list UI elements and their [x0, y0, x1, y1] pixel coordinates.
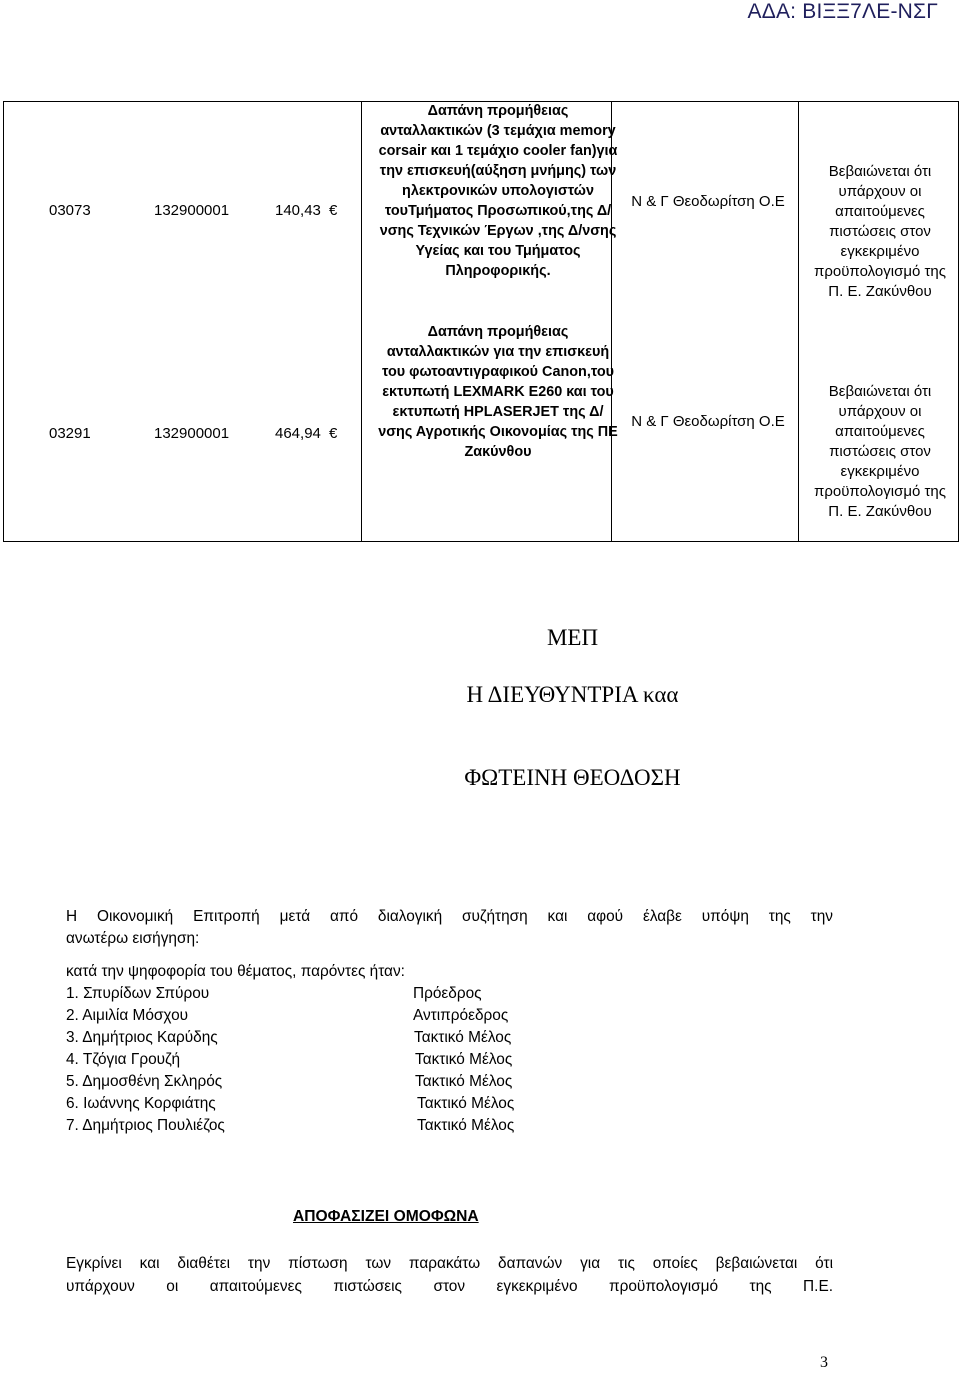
row-description: Δαπάνη προμήθειας ανταλλακτικών για την επισκευή του φωτοαντιγραφικού Canon,του εκτυπωτή LEXMARK E260 και του εκτυπωτή HPLASERJET της Δ/νσης Αγροτικής Οικονομίας της ΠΕ Ζακύνθου	[378, 324, 618, 460]
row-beneficiary: Ν & Γ Θεοδωρίτση Ο.Ε	[631, 193, 785, 210]
member-name: 4. Τζόγια Γρουζή	[66, 1051, 181, 1068]
member-name: 7. Δημήτριος Πουλιέζος	[66, 1117, 225, 1134]
row-amount: 140,43	[275, 202, 321, 219]
row-kae: 132900001	[154, 425, 230, 442]
row-kae: 132900001	[154, 202, 230, 219]
member-role: Πρόεδρος	[413, 985, 482, 1002]
ada-code: ΑΔΑ: ΒΙΞΞ7ΛΕ-ΝΣΓ	[747, 0, 938, 23]
member-name: 5. Δημοσθένη Σκληρός	[66, 1073, 223, 1090]
member-role: Τακτικό Μέλος	[417, 1117, 515, 1134]
page-number: 3	[820, 1354, 828, 1371]
member-role: Αντιπρόεδρος	[413, 1007, 509, 1024]
signature-name: ΦΩΤΕΙΝΗ ΘΕΟΔΟΣΗ	[464, 765, 681, 790]
committee-intro-line2: ανωτέρω εισήγηση:	[66, 930, 200, 947]
member-name: 3. Δημήτριος Καρύδης	[66, 1029, 218, 1046]
decision-text-line1: Εγκρίνει και διαθέτει την πίστωση των παρακάτω δαπανών για τις οποίες βεβαιώνεται ότι	[66, 1255, 833, 1272]
euro-icon: €	[329, 425, 338, 442]
beneficiary-cell	[612, 102, 799, 542]
member-name: 1. Σπυρίδων Σπύρου	[66, 985, 210, 1002]
row-certification: Βεβαιώνεται ότι υπάρχουν οι απαιτούμενες πιστώσεις στον εγκεκριμένο προϋπολογισμό της Π. Ε. Ζακύνθου	[814, 383, 946, 520]
codes-cell	[4, 102, 362, 542]
member-role: Τακτικό Μέλος	[415, 1073, 513, 1090]
euro-icon: €	[329, 202, 338, 219]
member-role: Τακτικό Μέλος	[417, 1095, 515, 1112]
committee-intro-line1: Η Οικονομική Επιτροπή μετά από διαλογική συζήτηση και αφού έλαβε υπόψη της την	[66, 908, 833, 925]
member-role: Τακτικό Μέλος	[415, 1051, 513, 1068]
signature-role: Η ΔΙΕΥΘΥΝΤΡΙΑ καα	[466, 682, 679, 707]
row-code: 03291	[49, 425, 91, 442]
member-role: Τακτικό Μέλος	[414, 1029, 512, 1046]
decision-text-line2: υπάρχουν οι απαιτούμενες πιστώσεις στον εγκεκριμένο προϋπολογισμό της Π.Ε.	[66, 1278, 833, 1295]
decision-heading: ΑΠΟΦΑΣΙΖΕΙ ΟΜΟΦΩΝΑ	[293, 1208, 479, 1225]
row-amount: 464,94	[275, 425, 321, 442]
row-code: 03073	[49, 202, 91, 219]
member-name: 2. Αιμιλία Μόσχου	[66, 1007, 189, 1024]
committee-vote-line: κατά την ψηφοφορία του θέματος, παρόντες ήταν:	[66, 963, 405, 980]
row-beneficiary: Ν & Γ Θεοδωρίτση Ο.Ε	[631, 413, 785, 430]
signature-org: ΜΕΠ	[546, 625, 599, 650]
row-description: Δαπάνη προμήθειας ανταλλακτικών (3 τεμάχια memory corsair και 1 τεμάχιο cooler fan)για την επισκευή(αύξηση μνήμης) των ηλεκτρονικών υπολογιστών τουΤμήματος Προσωπικού,της Δ/νσης Τεχνικών Έργων ,της Δ/νσης Υγείας και του Τμήματος Πληροφορικής.	[378, 103, 618, 279]
member-name: 6. Ιωάννης Κορφιάτης	[66, 1095, 216, 1112]
row-certification: Βεβαιώνεται ότι υπάρχουν οι απαιτούμενες πιστώσεις στον εγκεκριμένο προϋπολογισμό της Π. Ε. Ζακύνθου	[814, 163, 946, 300]
